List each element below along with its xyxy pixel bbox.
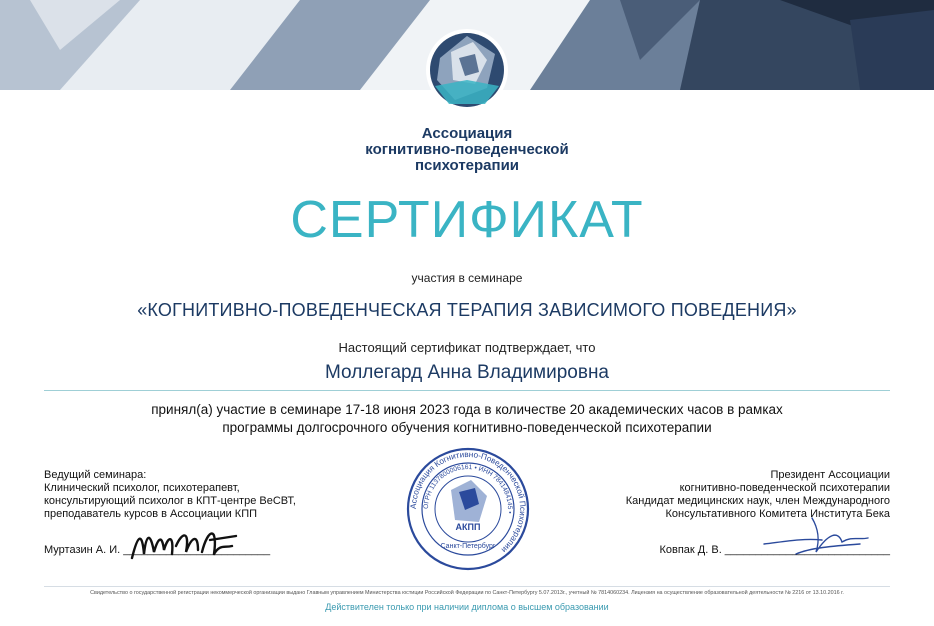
association-name-line3: психотерапии [414, 157, 520, 174]
confirm-text: Настоящий сертификат подтверждает, что [338, 340, 596, 355]
association-name-line2: когнитивно-поведенческой [365, 141, 569, 158]
legal-text: Свидетельство о государственной регистрации некоммерческой организации выдано Главным управлением Министерства юстиции Российской Федерации по Санкт-Петербургу 5.07.2013г., учетный № 7814060234. Лицензия на осуществление образовательной деятельности № 2216 от 13.10.2016 г. [90, 590, 844, 596]
left-signatory-line3: консультирующий психолог в КПТ-центре ВеСВТ, [44, 495, 296, 507]
seal-inner-text: ОГРН 1137800006161 • ИНН 7841484145 • [422, 463, 514, 514]
details-line2: программы долгосрочного обучения когнитивно-поведенческой психотерапии [222, 420, 712, 435]
left-signatory-block [44, 469, 296, 521]
handwritten-signature-right [762, 514, 872, 558]
right-signatory-role: Президент Ассоциации [770, 469, 890, 481]
divider [44, 390, 890, 391]
left-signatory-line2: Клинический психолог, психотерапевт, [44, 482, 240, 494]
seal-city: Санкт-Петербург [440, 543, 496, 550]
association-name-line1: Ассоциация [421, 125, 513, 142]
association-logo [425, 28, 509, 112]
right-signature-line: Ковпак Д. В. ___________________________ [659, 544, 890, 556]
validity-note: Действителен только при наличии диплома о высшем образовании [325, 602, 609, 612]
course-title: «КОГНИТИВНО-ПОВЕДЕНЧЕСКАЯ ТЕРАПИЯ ЗАВИСИМОГО ПОВЕДЕНИЯ» [137, 300, 797, 320]
organization-seal [405, 446, 531, 572]
certificate-title: СЕРТИФИКАТ [290, 191, 644, 249]
handwritten-signature-left [128, 524, 240, 564]
seal-outer-text: Ассоциация Когнитивно-Поведенческой Психотерапии [408, 449, 528, 555]
recipient-name: Моллегард Анна Владимировна [325, 362, 609, 383]
certificate-subtitle: участия в семинаре [411, 271, 523, 285]
left-signatory-line4: преподаватель курсов в Ассоциации КПП [44, 508, 258, 520]
details-line1: принял(а) участие в семинаре 17-18 июня 2023 года в количестве 20 академических часов в рамках [151, 402, 783, 417]
footer-divider [44, 586, 890, 587]
right-signatory-line4: Консультативного Комитета Института Бека [665, 508, 890, 520]
seal-abbreviation: АКПП [455, 522, 481, 532]
left-signature-line: Муртазин А. И. ________________________ [44, 544, 271, 556]
right-signatory-line3: Кандидат медицинских наук, член Международного [625, 495, 890, 507]
right-signatory-line2: когнитивно-поведенческой психотерапии [679, 482, 890, 494]
left-signatory-role: Ведущий семинара: [44, 469, 147, 481]
